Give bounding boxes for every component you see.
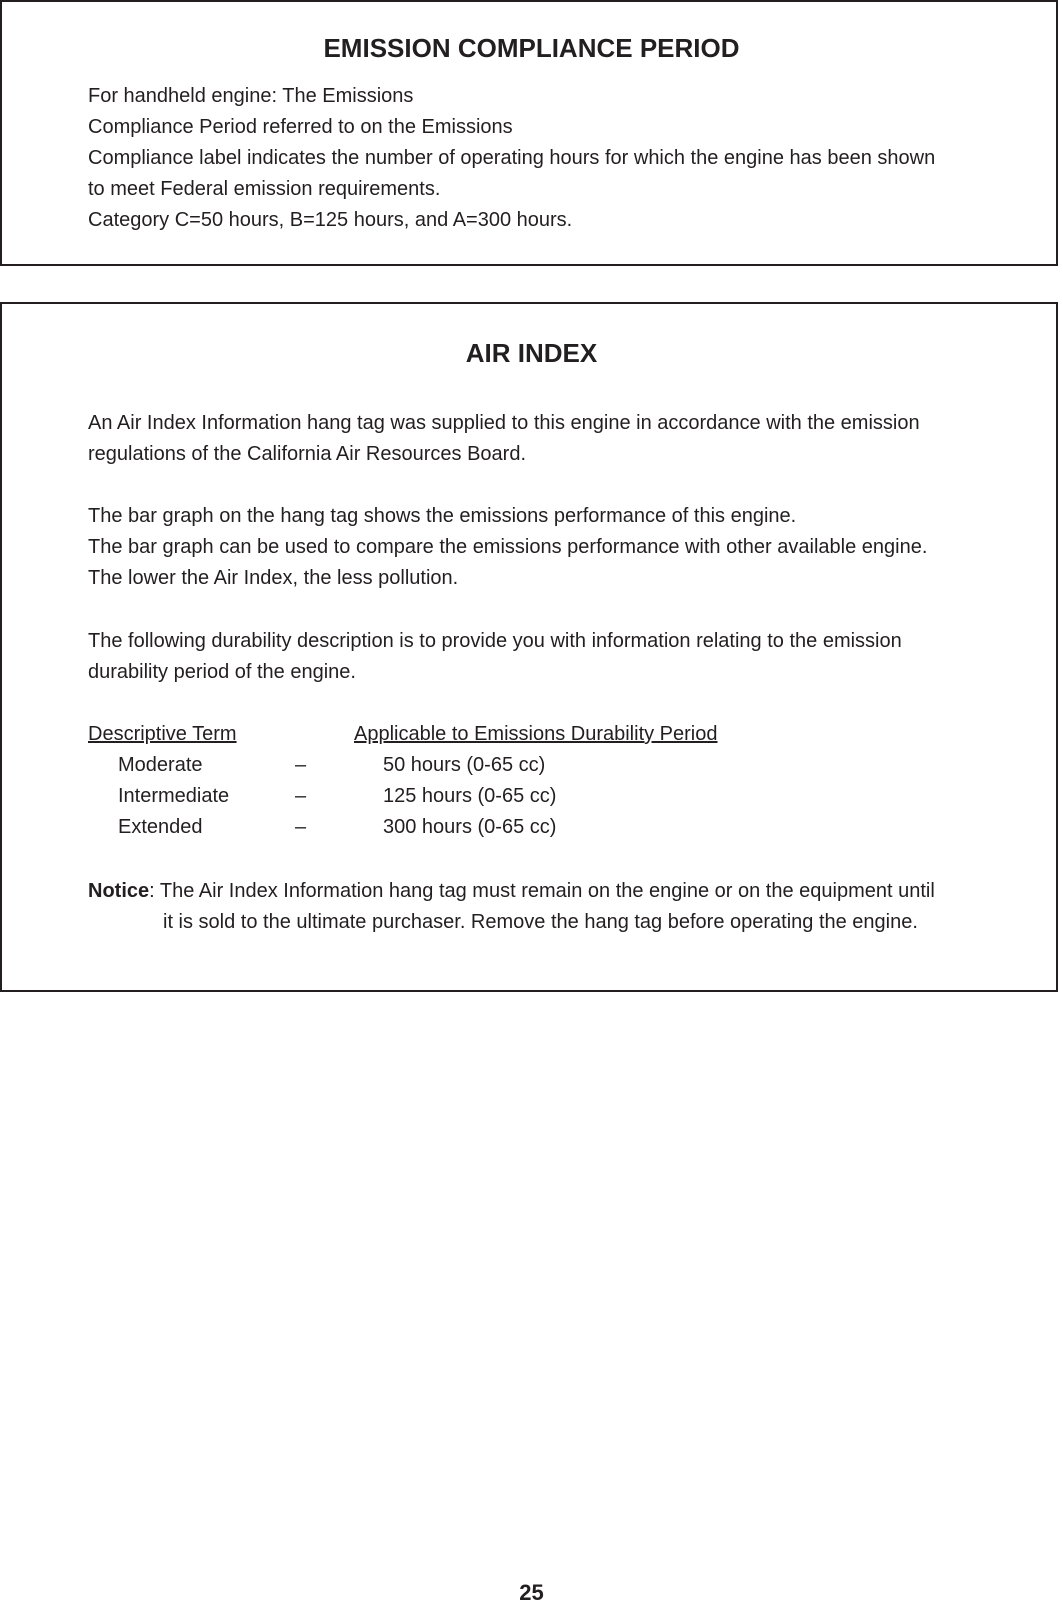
notice-text: The Air Index Information hang tag must remain on the engine or on the equipment until bbox=[159, 880, 935, 902]
emission-compliance-title: EMISSION COMPLIANCE PERIOD bbox=[323, 33, 740, 63]
air-index-paragraph-line: The following durability description is to provide you with information relating to the emission bbox=[88, 630, 902, 652]
air-index-paragraph-line: regulations of the California Air Resources Board. bbox=[88, 443, 527, 465]
air-index-paragraph-line: An Air Index Information hang tag was supplied to this engine in accordance with the emission bbox=[88, 412, 920, 434]
table-header-period: Applicable to Emissions Durability Period bbox=[354, 723, 718, 745]
durability-dash: – bbox=[295, 816, 307, 838]
emission-line: to meet Federal emission requirements. bbox=[88, 178, 441, 200]
table-header-term: Descriptive Term bbox=[88, 723, 237, 745]
air-index-paragraph-line: The bar graph can be used to compare the emissions performance with other available engine. bbox=[88, 536, 928, 558]
notice-separator: : bbox=[149, 880, 155, 902]
notice-line bbox=[88, 880, 935, 903]
durability-period: 300 hours (0-65 cc) bbox=[383, 816, 557, 838]
durability-term: Extended bbox=[118, 816, 203, 838]
page-number: 25 bbox=[519, 1580, 544, 1605]
durability-dash: – bbox=[295, 785, 307, 807]
air-index-title: AIR INDEX bbox=[465, 338, 598, 368]
air-index-paragraph-line: The lower the Air Index, the less pollution. bbox=[88, 567, 459, 589]
emission-line: Category C=50 hours, B=125 hours, and A=300 hours. bbox=[88, 209, 573, 231]
emission-line: For handheld engine: The Emissions bbox=[88, 85, 414, 107]
emission-line: Compliance label indicates the number of operating hours for which the engine has been shown bbox=[88, 147, 936, 169]
durability-term: Moderate bbox=[118, 754, 203, 776]
air-index-paragraph-line: durability period of the engine. bbox=[88, 661, 356, 683]
durability-period: 50 hours (0-65 cc) bbox=[383, 754, 546, 776]
notice-text-continuation: it is sold to the ultimate purchaser. Remove the hang tag before operating the engine. bbox=[163, 911, 918, 933]
air-index-paragraph-line: The bar graph on the hang tag shows the emissions performance of this engine. bbox=[88, 505, 797, 527]
emission-line: Compliance Period referred to on the Emissions bbox=[88, 116, 513, 138]
durability-term: Intermediate bbox=[118, 785, 230, 807]
notice-label: Notice bbox=[88, 880, 150, 902]
durability-period: 125 hours (0-65 cc) bbox=[383, 785, 557, 807]
durability-dash: – bbox=[295, 754, 307, 776]
